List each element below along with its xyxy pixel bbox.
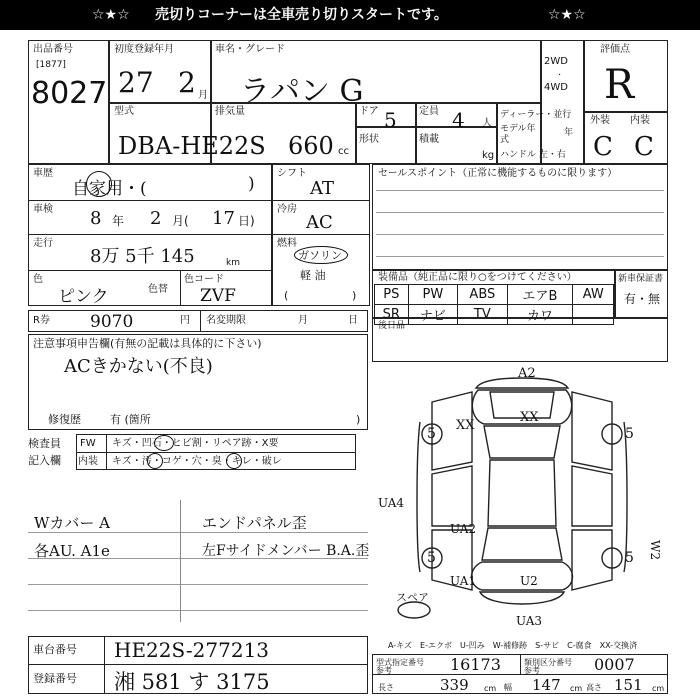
history-value: 自家用・( — [72, 179, 147, 199]
diagram-label-ua1: UA1 — [450, 574, 477, 588]
sales-point-label: セールスポイント（正常に機能するものに限ります） — [378, 168, 618, 179]
fuel-paren-open: ( — [284, 289, 289, 302]
ref-value-2: 0007 — [594, 655, 635, 674]
note-line2-left: 各AU. A1e — [34, 542, 110, 560]
diagram-label-ua2: UA2 — [450, 522, 477, 536]
mileage-label: 走行 — [33, 238, 53, 249]
ref-label-1: 型式指定番号 — [376, 658, 424, 667]
history-circle-mark — [86, 171, 112, 197]
diagram-label-ua3: UA3 — [516, 614, 543, 628]
repair-label: 修復歴 — [48, 413, 81, 426]
displacement-unit: cc — [338, 146, 349, 157]
car-name: ラパン G — [240, 74, 364, 109]
recycle-label: R券 — [33, 315, 50, 326]
fuel-paren-close: ) — [352, 289, 357, 302]
reg-year: 27 — [118, 66, 154, 99]
grade-value: R — [604, 62, 635, 108]
fuel-diesel: 軽 油 — [300, 269, 326, 282]
inspector-label-1: 検査員 — [28, 437, 61, 450]
history-close: ) — [248, 174, 255, 194]
recycle-yen: 円 — [180, 315, 190, 326]
lot-number: 8027 — [31, 76, 108, 111]
exterior-grade: C — [593, 132, 613, 162]
capacity-label: 定員 — [419, 106, 439, 117]
mileage-value: 8万 5千 145 — [90, 246, 195, 267]
year-unit: 年 — [564, 128, 574, 138]
sales-point-box — [372, 164, 668, 270]
ac-label: 冷房 — [277, 204, 297, 215]
ref-sub-1: 参考 — [376, 666, 392, 675]
equip-airbag: エアB — [507, 285, 573, 305]
doors-label: ドア — [359, 106, 379, 117]
name-label: 車名・グレード — [215, 44, 285, 55]
notes-label: 注意事項申告欄(有無の記載は具体的に下さい) — [33, 337, 262, 350]
lot-code: [1877] — [36, 60, 66, 70]
diagram-side-vertical: W2 — [648, 540, 662, 560]
equipment-label: 装備品（純正品に限り○をつけてください） — [378, 272, 577, 283]
drive-2wd: 2WD — [544, 56, 568, 67]
model-year-label: モデル年式 — [500, 124, 536, 145]
inspection-month-unit: 月( — [172, 214, 189, 228]
color-code: ZVF — [200, 286, 236, 306]
load-label: 積載 — [419, 134, 439, 145]
equip-ps: PS — [375, 285, 409, 305]
fuel-label: 燃料 — [277, 238, 297, 249]
width-unit: cm — [570, 684, 583, 693]
repair-close: ) — [356, 413, 361, 426]
height-unit: cm — [652, 684, 665, 693]
recycle-row — [28, 310, 368, 332]
diagram-label-a2: A2 — [518, 366, 536, 381]
color-label: 色 — [33, 274, 43, 285]
shift-label: シフト — [277, 168, 307, 179]
plate-value: 湘 581 す 3175 — [114, 670, 270, 694]
inspection-year-unit: 年 — [112, 214, 125, 228]
deadline-month: 月 — [298, 315, 308, 326]
repaint-label: 色替 — [148, 284, 168, 295]
fuel-gasoline: ガソリン — [298, 249, 342, 262]
diagram-label-ua4: UA4 — [378, 496, 405, 510]
inspector-fw-label: FW — [80, 438, 96, 449]
color-code-label: 色コード — [184, 274, 224, 285]
fuel-circle-mark — [294, 246, 348, 264]
model-value: DBA-HE22S — [118, 132, 266, 160]
diagram-label-u2: U2 — [520, 574, 538, 588]
warranty-value: 有・無 — [624, 292, 661, 306]
shift-value: AT — [310, 178, 335, 199]
fw-circle-mark — [154, 435, 174, 451]
banner-stars-right: ☆★☆ — [548, 7, 586, 23]
diagram-label-5-fl: 5 — [427, 426, 436, 442]
ref-label-2: 類別区分番号 — [524, 658, 572, 667]
grade-label: 評価点 — [600, 44, 630, 55]
model-label: 型式 — [114, 106, 134, 117]
banner-stars-left: ☆★☆ — [92, 7, 130, 23]
note-line1-right: エンドパネル歪 — [202, 514, 307, 532]
note-line1-left: Wカバー A — [34, 514, 111, 532]
deadline-label: 名変期限 — [206, 315, 246, 326]
exterior-label: 外装 — [590, 115, 610, 126]
ref-sub-2: 参考 — [524, 666, 540, 675]
mileage-unit: km — [226, 258, 240, 268]
first-reg-label: 初度登録年月 — [114, 44, 174, 55]
diagram-label-xx-1: XX — [456, 418, 475, 433]
width-label: 幅 — [504, 683, 512, 692]
capacity-value: 4 — [452, 108, 465, 132]
equip-abs: ABS — [458, 285, 507, 305]
plate-label: 登録番号 — [33, 672, 77, 685]
inspection-day-unit: 日) — [238, 214, 255, 228]
header-banner — [0, 0, 700, 30]
equip-tv: TV — [458, 305, 507, 325]
ref-value-1: 16173 — [450, 655, 501, 674]
capacity-unit: 人 — [482, 118, 492, 129]
steering-label: ハンドル 左・右 — [500, 150, 566, 160]
chassis-value: HE22S-277213 — [114, 638, 270, 662]
repair-value: 有 (箇所 — [110, 413, 151, 426]
diagram-label-5-rl: 5 — [427, 550, 436, 566]
dealer-label: ディーラー・並行 — [500, 110, 572, 120]
lot-label: 出品番号 — [33, 44, 73, 55]
equip-navi: ナビ — [408, 305, 458, 325]
shape-label: 形状 — [359, 134, 379, 145]
reg-month: 2 — [178, 66, 196, 99]
remarks-box — [372, 318, 668, 362]
deadline-day: 日 — [348, 315, 358, 326]
inspector-in-label: 内装 — [78, 456, 98, 467]
in-circle-mark-1 — [147, 453, 163, 469]
damage-legend: A-キズ E-エクボ U-凹み W-補修跡 S-サビ C-腐食 XX-交換済 — [388, 641, 638, 650]
note-line2-right: 左Fサイドメンバー B.A.歪 — [202, 543, 370, 559]
recycle-amount: 9070 — [90, 312, 134, 332]
inspector-label-2: 記入欄 — [28, 454, 61, 467]
banner-text: 売切りコーナーは全車売り切りスタートです。 — [155, 7, 448, 23]
displacement-value: 660 — [288, 132, 334, 160]
inspector-in-items: キズ・汚・コゲ・穴・臭・キレ・破レ — [112, 456, 282, 467]
reg-month-unit: 月 — [198, 90, 208, 101]
inspection-day: 17 — [212, 208, 235, 229]
inspector-fw-items: キズ・凹石・ヒビ割・リペア跡・X要 — [112, 438, 279, 449]
in-circle-mark-2 — [226, 453, 242, 469]
equip-pw: PW — [408, 285, 458, 305]
diagram-label-xx-2: XX — [520, 410, 539, 425]
inspection-label: 車検 — [33, 204, 53, 215]
interior-grade: C — [634, 132, 654, 162]
length-unit: cm — [484, 684, 497, 693]
equip-aw: AW — [573, 285, 614, 305]
equip-leather: カワ — [507, 305, 573, 325]
height-value: 151 — [614, 676, 643, 694]
drive-4wd: 4WD — [544, 82, 568, 93]
doors-value: 5 — [384, 108, 397, 132]
length-value: 339 — [440, 676, 469, 694]
spare-label: スペア — [396, 591, 429, 604]
color-value: ピンク — [58, 287, 109, 307]
diagram-label-5-fr: 5 — [625, 426, 634, 442]
warranty-label: 新車保証書 — [618, 274, 664, 284]
remarks-label: 後日品 — [378, 321, 406, 331]
inspection-year: 8 — [90, 208, 102, 229]
chassis-label: 車台番号 — [33, 643, 77, 656]
history-label: 車歴 — [33, 168, 53, 179]
interior-label: 内装 — [630, 115, 650, 126]
load-unit: kg — [482, 150, 495, 161]
equip-sr: SR — [375, 305, 409, 325]
displacement-label: 排気量 — [215, 106, 245, 117]
inspection-month: 2 — [150, 208, 162, 229]
width-value: 147 — [532, 676, 561, 694]
length-label: 長さ — [378, 683, 394, 692]
diagram-label-5-rr: 5 — [625, 550, 634, 566]
notes-handwritten: ACきかない(不良) — [64, 356, 213, 377]
ac-value: AC — [306, 212, 333, 233]
height-label: 高さ — [586, 683, 602, 692]
